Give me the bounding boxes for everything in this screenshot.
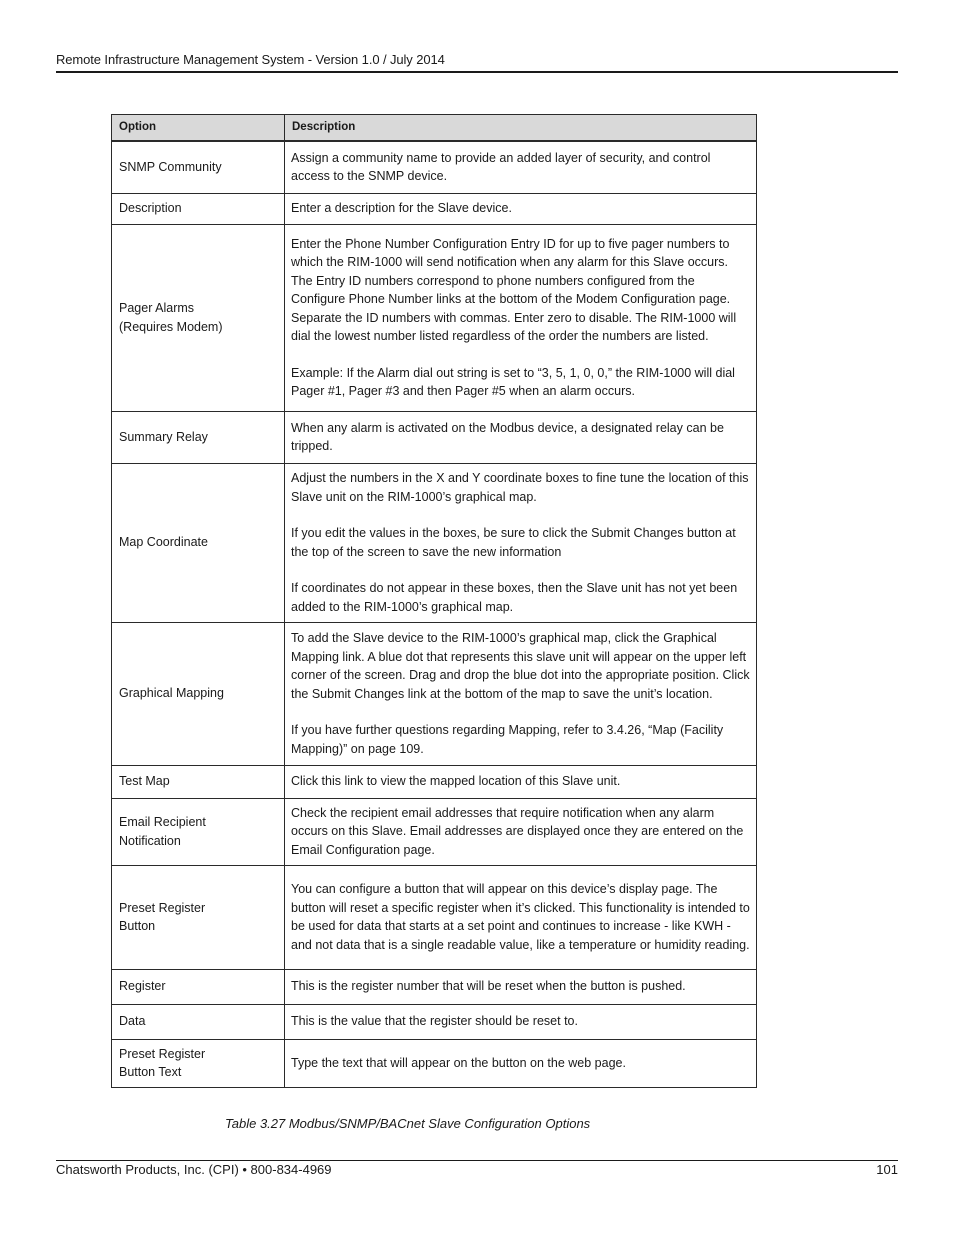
option-cell: Summary Relay <box>112 411 285 463</box>
description-cell <box>285 1004 757 1039</box>
table-row <box>112 969 757 1004</box>
description-paragraph: Adjust the numbers in the X and Y coordinate boxes to fine tune the location of this Slave unit on the RIM-1000’s graphical map. <box>291 471 749 504</box>
option-cell: Register <box>112 969 285 1004</box>
option-cell: Description <box>112 193 285 224</box>
description-cell <box>285 1039 757 1087</box>
description-paragraph: Check the recipient email addresses that require notification when any alarm occurs on this Slave. Email addresses are displayed once they are entered on the Email Configuration page. <box>291 805 744 857</box>
description-paragraph: When any alarm is activated on the Modbus device, a designated relay can be tripped. <box>291 420 724 453</box>
description-paragraph: This is the value that the register should be reset to. <box>291 1014 578 1029</box>
page-number: 101 <box>876 1162 898 1177</box>
option-cell: Email Recipient Notification <box>112 798 285 865</box>
footer-company-contact: Chatsworth Products, Inc. (CPI) • 800-834-4969 <box>56 1162 332 1177</box>
header-divider <box>56 71 898 73</box>
column-header-option: Option <box>112 115 285 142</box>
table-row <box>112 865 757 969</box>
description-paragraph: You can configure a button that will appear on this device’s display page. The button will reset a specific register when it’s clicked. This functionality is intended to be used for data that starts at a set point and continues to increase - like KWH - and not data that is a single readable value, like a temperature or humidity reading. <box>291 882 750 952</box>
description-cell <box>285 622 757 765</box>
option-cell: Map Coordinate <box>112 463 285 622</box>
option-cell: Test Map <box>112 765 285 798</box>
description-cell <box>285 463 757 622</box>
option-cell: SNMP Community <box>112 141 285 193</box>
table-row <box>112 463 757 622</box>
description-cell <box>285 141 757 193</box>
table-row <box>112 141 757 193</box>
table-row <box>112 411 757 463</box>
table-row <box>112 1039 757 1087</box>
footer-divider <box>56 1160 898 1161</box>
description-paragraph: If coordinates do not appear in these boxes, then the Slave unit has not yet been added to the RIM-1000’s graphical map. <box>291 581 738 614</box>
option-cell: Pager Alarms (Requires Modem) <box>112 224 285 411</box>
table-caption: Table 3.27 Modbus/SNMP/BACnet Slave Configuration Options <box>225 1116 591 1131</box>
slave-configuration-options-table <box>111 114 757 1088</box>
description-paragraph: This is the register number that will be reset when the button is pushed. <box>291 979 686 994</box>
option-cell: Graphical Mapping <box>112 622 285 765</box>
description-cell <box>285 411 757 463</box>
description-cell <box>285 224 757 411</box>
table-row <box>112 765 757 798</box>
description-paragraph: Example: If the Alarm dial out string is set to “3, 5, 1, 0, 0,” the RIM-1000 will dial Pager #1, Pager #3 and then Pager #5 when an alarm occurs. <box>291 365 735 398</box>
description-paragraph: If you have further questions regarding Mapping, refer to 3.4.26, “Map (Facility Mapping)” on page 109. <box>291 723 724 756</box>
description-paragraph: Enter a description for the Slave device. <box>291 201 512 216</box>
table-header-row <box>112 115 757 142</box>
description-cell <box>285 765 757 798</box>
table-row <box>112 622 757 765</box>
description-cell <box>285 193 757 224</box>
table-row <box>112 1004 757 1039</box>
option-cell: Data <box>112 1004 285 1039</box>
option-cell: Preset Register Button Text <box>112 1039 285 1087</box>
column-header-description: Description <box>285 115 757 142</box>
description-paragraph: Click this link to view the mapped location of this Slave unit. <box>291 774 621 789</box>
description-cell <box>285 865 757 969</box>
table-row <box>112 798 757 865</box>
table-row <box>112 193 757 224</box>
option-cell: Preset Register Button <box>112 865 285 969</box>
description-paragraph: If you edit the values in the boxes, be sure to click the Submit Changes button at the top of the screen to save the new information <box>291 526 736 559</box>
description-paragraph: Enter the Phone Number Configuration Entry ID for up to five pager numbers to which the RIM-1000 will send notification when any alarm for this Slave occurs. The Entry ID numbers correspond to phone numbers configured from the Configure Phone Number links at the bottom of the Modem Configuration page. Separate the ID numbers with commas. Enter zero to disable. The RIM-1000 will dial the lowest number listed regardless of the order the numbers are listed. <box>291 236 737 343</box>
description-paragraph: Assign a community name to provide an added layer of security, and control access to the SNMP device. <box>291 150 711 184</box>
description-cell <box>285 969 757 1004</box>
description-paragraph: To add the Slave device to the RIM-1000’s graphical map, click the Graphical Mapping link. A blue dot that represents this slave unit will appear on the upper left corner of the screen. Drag and drop the blue dot into the appropriate position. Click the Submit Changes link at the bottom of the map to save the unit’s location. <box>291 631 750 701</box>
description-cell <box>285 798 757 865</box>
page-header-title: Remote Infrastructure Management System - Version 1.0 / July 2014 <box>56 52 445 67</box>
table-row <box>112 224 757 411</box>
description-paragraph: Type the text that will appear on the button on the web page. <box>291 1055 626 1070</box>
